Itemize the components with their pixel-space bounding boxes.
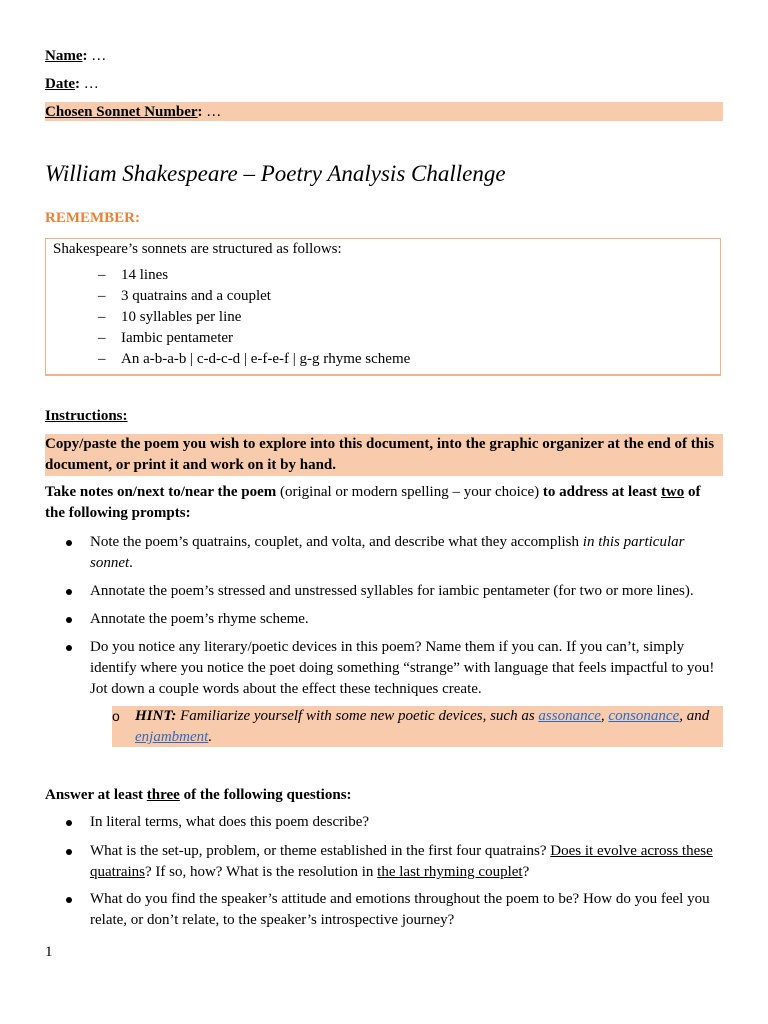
prompt-item: Do you notice any literary/poetic devices in this poem? Name them if you can. If you can’t, simply identify where you notice the poet doing something “strange” with language that feels impactful to you! Jot down a couple words about the effect these techniques create.	[45, 637, 723, 700]
hint-label: HINT:	[135, 708, 177, 724]
question-item: What do you find the speaker’s attitude and emotions throughout the poem to be? How do you feel you relate, or don’t relate, to the speaker’s introspective journey?	[45, 889, 723, 931]
name-value: …	[87, 48, 107, 64]
date-label: Date	[45, 76, 75, 92]
structure-item: – Iambic pentameter	[98, 330, 234, 346]
instructions-heading: Instructions:	[45, 408, 128, 424]
structure-item: – 14 lines	[98, 267, 169, 283]
prompt-item: Annotate the poem’s stressed and unstressed syllables for iambic pentameter (for two or more lines).	[45, 581, 723, 609]
sonnet-value: …	[202, 104, 222, 120]
sonnet-structure-list	[98, 266, 410, 371]
question-item: What is the set-up, problem, or theme established in the first four quatrains? Does it evolve across these quatrains? If so, how? What is the resolution in the last rhyming couplet?	[45, 841, 723, 889]
date-value: …	[80, 76, 99, 92]
date-field	[45, 74, 99, 94]
page-title: William Shakespeare – Poetry Analysis Challenge	[45, 161, 506, 186]
structure-item: – 3 quatrains and a couplet	[98, 288, 271, 304]
dash-marker: –	[98, 309, 106, 325]
name-colon: :	[82, 48, 88, 64]
date-colon: :	[75, 76, 80, 92]
page-number: 1	[45, 944, 53, 960]
question-item: In literal terms, what does this poem describe?	[45, 812, 723, 841]
bullet-icon	[66, 849, 72, 855]
bullet-icon	[66, 589, 72, 595]
enjambment-link[interactable]: enjambment	[135, 729, 209, 745]
structure-item: – An a-b-a-b | c-d-c-d | e-f-e-f | g-g rhyme scheme	[98, 351, 411, 367]
structure-item: – 10 syllables per line	[98, 309, 242, 325]
question-list	[45, 812, 723, 931]
name-field	[45, 46, 106, 66]
remember-heading: REMEMBER:	[45, 210, 140, 226]
sonnet-colon: :	[197, 104, 203, 120]
sonnet-structure-intro: Shakespeare’s sonnets are structured as follows:	[53, 241, 342, 257]
questions-heading: Answer at least three of the following questions:	[45, 787, 352, 803]
copy-paste-instruction: Copy/paste the poem you wish to explore into this document, into the graphic organizer at the end of this document, or print it and work on it by hand.	[45, 434, 723, 476]
bullet-icon	[66, 617, 72, 623]
dash-marker: –	[98, 351, 106, 367]
dash-marker: –	[98, 267, 106, 283]
assonance-link[interactable]: assonance	[538, 708, 601, 724]
bullet-icon	[66, 645, 72, 651]
hint-bullet-icon: o	[112, 708, 120, 724]
sonnet-number-field	[45, 102, 723, 121]
prompt-item: Note the poem’s quatrains, couplet, and volta, and describe what they accomplish in this particular sonnet.	[45, 532, 723, 581]
sonnet-label: Chosen Sonnet Number	[45, 104, 198, 120]
bullet-icon	[66, 820, 72, 826]
hint-box: o HINT: Familiarize yourself with some new poetic devices, such as assonance, consonance, and enjambment.	[112, 706, 723, 747]
sonnet-structure-box	[45, 238, 721, 376]
dash-marker: –	[98, 330, 106, 346]
prompt-list	[45, 532, 723, 700]
name-label: Name	[45, 48, 83, 64]
dash-marker: –	[98, 288, 106, 304]
bullet-icon	[66, 540, 72, 546]
prompt-item: Annotate the poem’s rhyme scheme.	[45, 609, 723, 637]
notes-instruction: Take notes on/next to/near the poem (original or modern spelling – your choice) to address at least two of the following prompts:	[45, 484, 701, 521]
consonance-link[interactable]: consonance	[608, 708, 680, 724]
bullet-icon	[66, 897, 72, 903]
